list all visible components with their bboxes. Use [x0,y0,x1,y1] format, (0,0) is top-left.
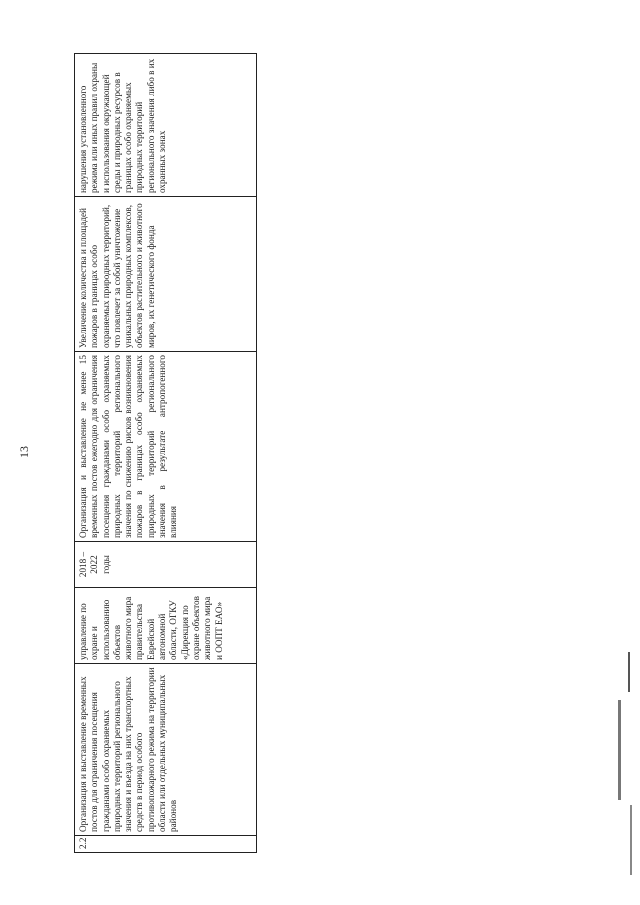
cell-executor: управление по охране и использованию объектов животного мира правительства Еврейской автономной области, ОГКУ «Дирекция по охране объектов животного мира и ООПТ ЕАО» [75,587,256,663]
cell-period: 2018 – 2022 годы [75,541,256,587]
cell-risks: нарушения установленного режима или иных правил охраны и использования окружающей среды и природных ресурсов в границах особо охраняемых природных территорий регионального значения либо в их охранных зонах [78,58,168,193]
cell-consequences: Увеличение количества и площадей пожаров в границах особо охраняемых природных территорий, что повлечет за собой уничтожение уникальных природных комплексов, объектов растительного и животного миров, их генетического фонда [75,196,256,351]
scan-mark [628,652,630,692]
cell-action: Организация и выставление временных постов для ограничения посещения гражданами особо охраняемых природных территорий регионального значения и въезда на них транспортных средств в период особого противопожарного режима на территории области или отдельных муниципальных районов [75,663,256,835]
measures-table [74,53,257,853]
cell-result: Организация и выставление не менее 15 временных постов ежегодно для ограничения посещения гражданами особо охраняемых природных территорий регионального значения по снижению рисков возникновения пожаров в границах особо охраняемых природных территорий регионального значения в результате антропогенного влияния [75,351,256,541]
table-wrapper [74,53,257,853]
cell-number: 2.2 [75,835,256,852]
scan-mark [630,805,632,875]
scan-mark [618,700,621,800]
page-number: 13 [17,446,31,458]
